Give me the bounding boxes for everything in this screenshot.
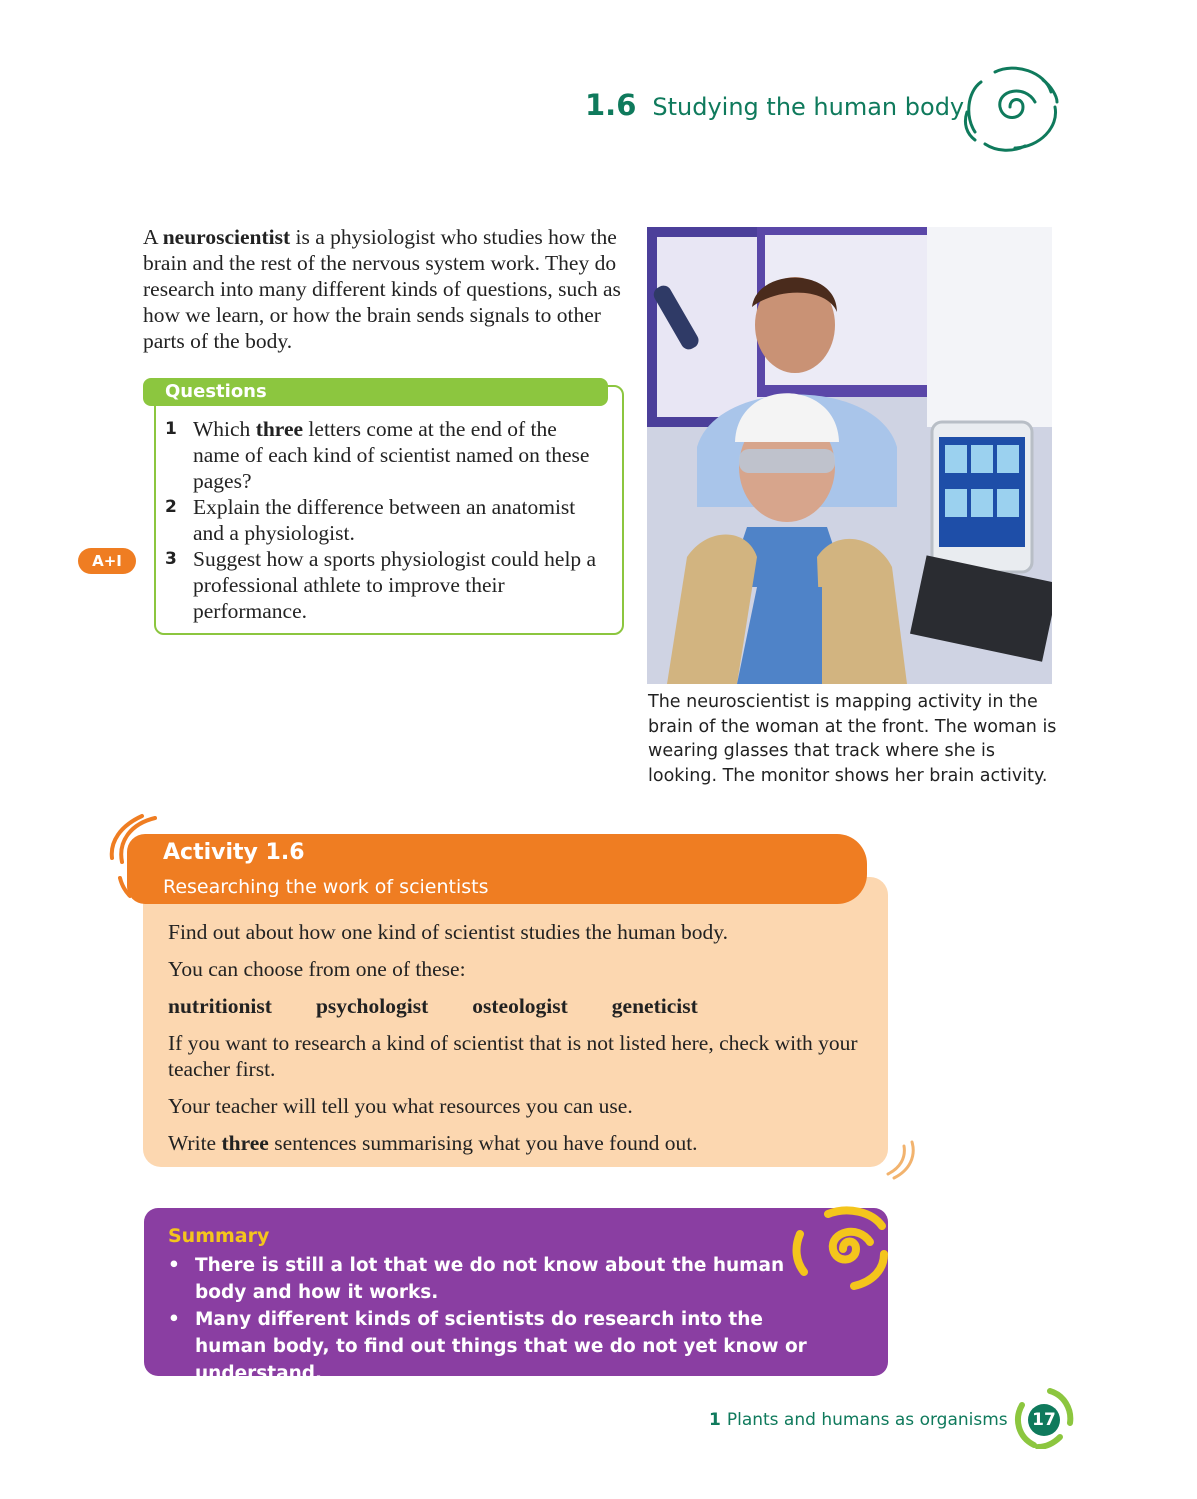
activity-title: Activity 1.6 — [163, 840, 305, 865]
activity-paragraph: If you want to research a kind of scientist that is not listed here, check with your teacher first. — [168, 1031, 858, 1081]
chapter-number: 1 — [709, 1410, 721, 1430]
questions-heading: Questions — [143, 378, 608, 406]
activity-paragraph: Your teacher will tell you what resources you can use. — [168, 1094, 633, 1118]
bullet-icon: • — [168, 1309, 180, 1330]
summary-list — [168, 1252, 818, 1387]
swirl-logo-icon — [955, 62, 1065, 152]
neuroscientist-photo — [647, 227, 1052, 684]
scientist-option: osteologist — [472, 994, 568, 1018]
chapter-footer — [709, 1410, 1008, 1430]
photo-caption: The neuroscientist is mapping activity in the brain of the woman at the front. The woman is wearing glasses that track where she is looking. The monitor shows her brain activity. — [648, 692, 1057, 786]
activity-content — [168, 919, 868, 1167]
summary-heading: Summary — [168, 1225, 270, 1247]
section-title: Studying the human body — [652, 93, 965, 121]
question-item: 2 Explain the difference between an anatomist and a physiologist. — [165, 495, 576, 545]
scientist-option: psychologist — [315, 994, 429, 1018]
intro-paragraph: A neuroscientist is a physiologist who studies how the brain and the rest of the nervous system work. They do research into many different kinds of questions, such as how we learn, or how the brain sends signals to other parts of the body. — [143, 225, 621, 353]
activity-swoosh-small-icon — [882, 1138, 922, 1183]
activity-paragraph: Write three sentences summarising what you have found out. — [168, 1131, 698, 1155]
page-number: 17 — [1028, 1404, 1060, 1436]
scientist-list — [168, 993, 868, 1019]
summary-item: • Many different kinds of scientists do research into the human body, to find out things that we do not yet know or understand. — [168, 1306, 818, 1387]
scientist-option: geneticist — [611, 994, 698, 1018]
question-item: 3 Suggest how a sports physiologist could help a professional athlete to improve their performance. — [165, 547, 597, 623]
scientist-option: nutritionist — [168, 994, 272, 1018]
activity-paragraph: You can choose from one of these: — [168, 957, 466, 981]
question-item: 1 Which three letters come at the end of the name of each kind of scientist named on these pages? — [165, 417, 590, 493]
section-header — [585, 88, 964, 138]
intro-term: neuroscientist — [162, 225, 291, 249]
summary-item: • There is still a lot that we do not know about the human body and how it works. — [168, 1252, 818, 1306]
section-number: 1.6 — [585, 88, 637, 122]
bullet-icon: • — [168, 1255, 180, 1276]
activity-paragraph: Find out about how one kind of scientist studies the human body. — [168, 920, 728, 944]
chapter-title: Plants and humans as organisms — [726, 1410, 1008, 1430]
ai-badge: A+I — [78, 548, 136, 574]
questions-list — [165, 416, 605, 624]
activity-subtitle: Researching the work of scientists — [163, 876, 489, 898]
